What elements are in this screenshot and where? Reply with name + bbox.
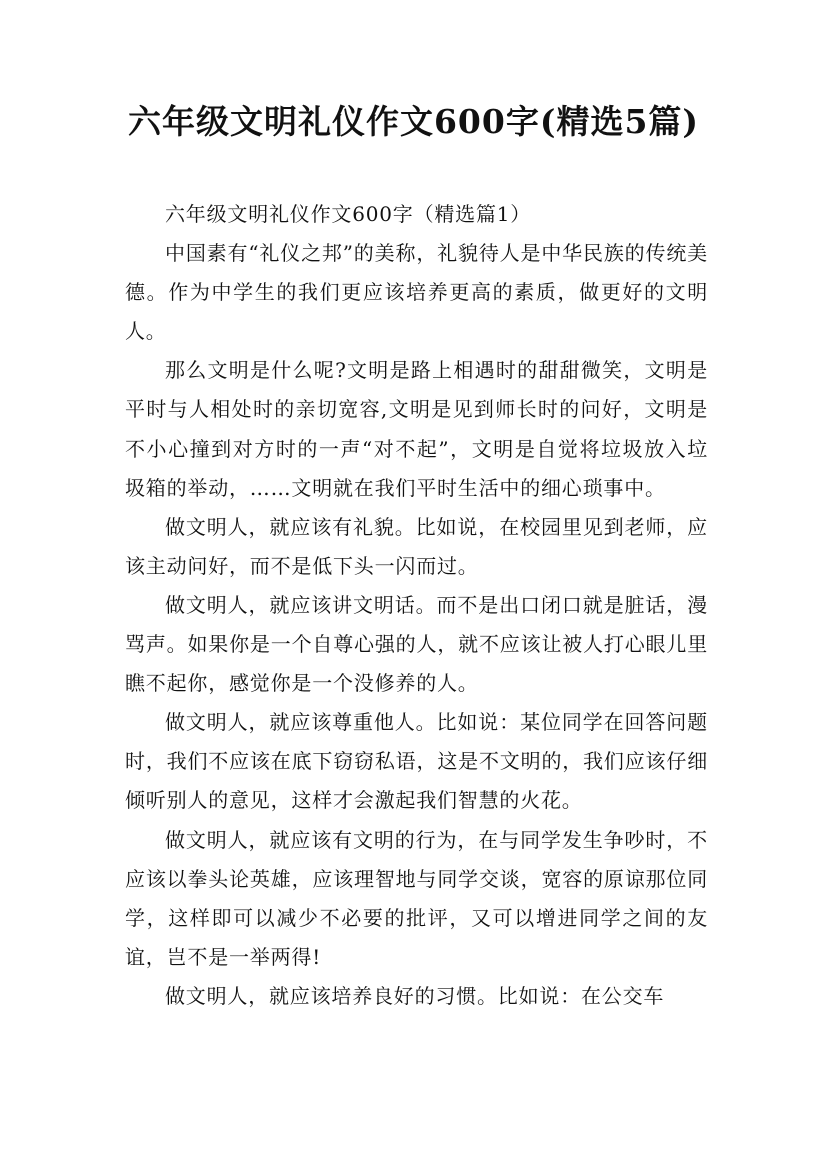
document-title: 六年级文明礼仪作文600字(精选5篇) xyxy=(127,102,700,141)
paragraph: 做文明人，就应该有文明的行为，在与同学发生争吵时，不应该以拳头论英雄，应该理智地与同学交谈，宽容的原谅那位同学，这样即可以减少不必要的批评，又可以增进同学之间的友谊，岂不是一举两得! xyxy=(125,827,708,969)
paragraph: 做文明人，就应该有礼貌。比如说，在校园里见到老师，应该主动问好，而不是低下头一闪而过。 xyxy=(125,514,708,578)
paragraph: 做文明人，就应该培养良好的习惯。比如说：在公交车 xyxy=(165,983,665,1008)
paragraph: 做文明人，就应该讲文明话。而不是出口闭口就是脏话，漫骂声。如果你是一个自尊心强的人，就不应该让被人打心眼儿里瞧不起你，感觉你是一个没修养的人。 xyxy=(125,592,708,696)
document-body xyxy=(125,195,708,1016)
section-heading: 六年级文明礼仪作文600字（精选篇1） xyxy=(165,202,532,226)
paragraph: 做文明人，就应该尊重他人。比如说：某位同学在回答问题时，我们不应该在底下窃窃私语，这是不文明的，我们应该仔细倾听别人的意见，这样才会激起我们智慧的火花。 xyxy=(125,710,708,813)
paragraph: 那么文明是什么呢?文明是路上相遇时的甜甜微笑，文明是平时与人相处时的亲切宽容,文明是见到师长时的问好，文明是不小心撞到对方时的一声“对不起”，文明是自觉将垃圾放入垃圾箱的举动，……文明就在我们平时生活中的细心琐事中。 xyxy=(125,358,708,500)
paragraph: 中国素有“礼仪之邦”的美称，礼貌待人是中华民族的传统美德。作为中学生的我们更应该培养更高的素质，做更好的文明人。 xyxy=(125,241,708,344)
